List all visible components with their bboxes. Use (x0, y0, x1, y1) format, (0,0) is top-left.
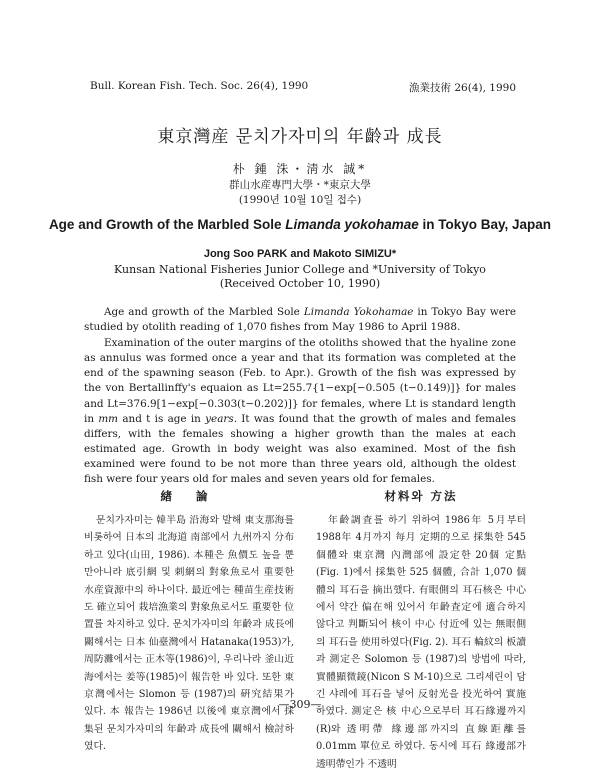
journal-citation-right: 漁業技術 26(4), 1990 (409, 82, 516, 94)
abstract-p2-unit-years: years (205, 412, 234, 425)
abstract-p1-a: Age and growth of the Marbled Sole (104, 306, 304, 318)
abstract-p1-species: Limanda Yokohamae (303, 306, 414, 318)
abstract-p2-unit-mm: mm (98, 412, 119, 425)
title-en-species: Limanda yokohamae (285, 217, 419, 232)
journal-citation-left: Bull. Korean Fish. Tech. Soc. 26(4), 1990 (90, 80, 309, 92)
affiliation-korean: 群山水産專門大學・*東京大學 (229, 179, 371, 191)
received-date-english: (Received October 10, 1990) (219, 277, 381, 290)
abstract (84, 305, 516, 487)
received-date-korean: (1990년 10월 10일 접수) (238, 194, 362, 206)
section-heading-materials-methods: 材料와 方法 (384, 489, 458, 503)
authors-korean: 朴 鍾 洙・淸水 誠* (232, 162, 368, 176)
methods-text: 年齡調査를 하기 위하여 1986年 5月부터 1988年 4月까지 每月 定期的으로 採集한 545 個體와 東京灣 內灣部에 設定한 20個 定點 (Fig. 1)에서 採集한 525 個體, 合計 1,070 個體의 耳石을 摘出했다. 有眼側의 耳石核은 中心에서 약간 偏在해 있어서 年齡査定에 適合하지 않다고 判斷되어 核이 中心 付近에 있는 無眼側의 耳石을 使用하였다(Fig. 2). 耳石 輪紋의 板讀과 測定은 Solomon 등 (1987)의 방법에 따라, 實體顯微鏡(Nicon S M-10)으로 그리세린이 담긴 샤레에 耳石을 넣어 反射光을 投光하여 實施하였다. 測定은 核 中心으로부터 耳石緣邊까지(R)와 透明帶 緣邊部까지의 直線距離를 0.01mm 單位로 하였다. 동시에 耳石 緣邊部가 透明帶인가 不透明 (316, 515, 526, 770)
abstract-p2-b: and t is age in (118, 412, 206, 425)
abstract-p1-b: in Tokyo Bay were studied by otolith reading of 1,070 fishes from May 1986 to April 1988. (84, 306, 517, 334)
title-en-part1: Age and Growth of the Marbled Sole (48, 217, 286, 232)
abstract-p2-c: . It was found that the growth of males and females differs, with the females showing a higher growth than the males at each estimated age. Growth in body weight was also examined. Most of the fish examined were found to be not more than three years old, although the oldest fish were four years old for males and seven years old for females. (84, 412, 516, 486)
title-korean: 東京灣産 문치가자미의 年齡과 成長 (157, 127, 443, 147)
column-left (84, 512, 294, 756)
page-number: —309— (278, 698, 322, 711)
abstract-p2-a: Examination of the outer margins of the otoliths showed that the hyaline zone as annulus was formed once a year and that its formation was completed at the end of the spawning season (Feb. to Apr.). Growth of the fish was expressed by the von Bertallinffy's equaion as Lt=255.7{1−exp[−0.505 (t−0.149)]} for males and Lt=376.9[1−exp[−0.303(t−0.202)]} for females, where Lt is standard length in (84, 337, 516, 425)
title-english (0, 217, 600, 232)
abstract-paragraph-2 (84, 336, 516, 487)
column-right (316, 512, 526, 773)
title-en-part2: in Tokyo Bay, Japan (418, 217, 552, 232)
abstract-paragraph-1 (84, 305, 516, 335)
affiliation-english: Kunsan National Fisheries Junior College and *University of Tokyo (114, 263, 486, 276)
authors-english: Jong Soo PARK and Makoto SIMIZU* (203, 248, 397, 260)
section-heading-introduction: 緖 論 (160, 489, 218, 503)
introduction-text: 문치가자미는 韓半島 沿海와 발해 東支那海를 비롯하여 日本의 北海道 南部에서 九州까지 分布하고 있다(山田, 1986). 本種은 魚價도 높을 뿐 만아니라 底引網 및 刺網의 對象魚로서 重要한 水産資源中의 하나이다. 最近에는 種苗生産技術도 確立되어 栽培漁業의 對象魚로서도 重要한 位置를 차지하고 있다. 문치가자미의 年齡과 成長에 關해서는 日本 仙臺灣에서 Hatanaka(1953)가, 周防灘에서는 正木等(1986)이, 우리나라 釜山近海에서는 姜等(1985)이 報告한 바 있다. 또한 東京灣에서는 Slomon 등 (1987)의 硏究結果가 있다. 本 報告는 1986년 以後에 東京灣에서 採集된 문치가자미의 年齡과 成長에 關해서 檢討하였다. (84, 515, 294, 753)
